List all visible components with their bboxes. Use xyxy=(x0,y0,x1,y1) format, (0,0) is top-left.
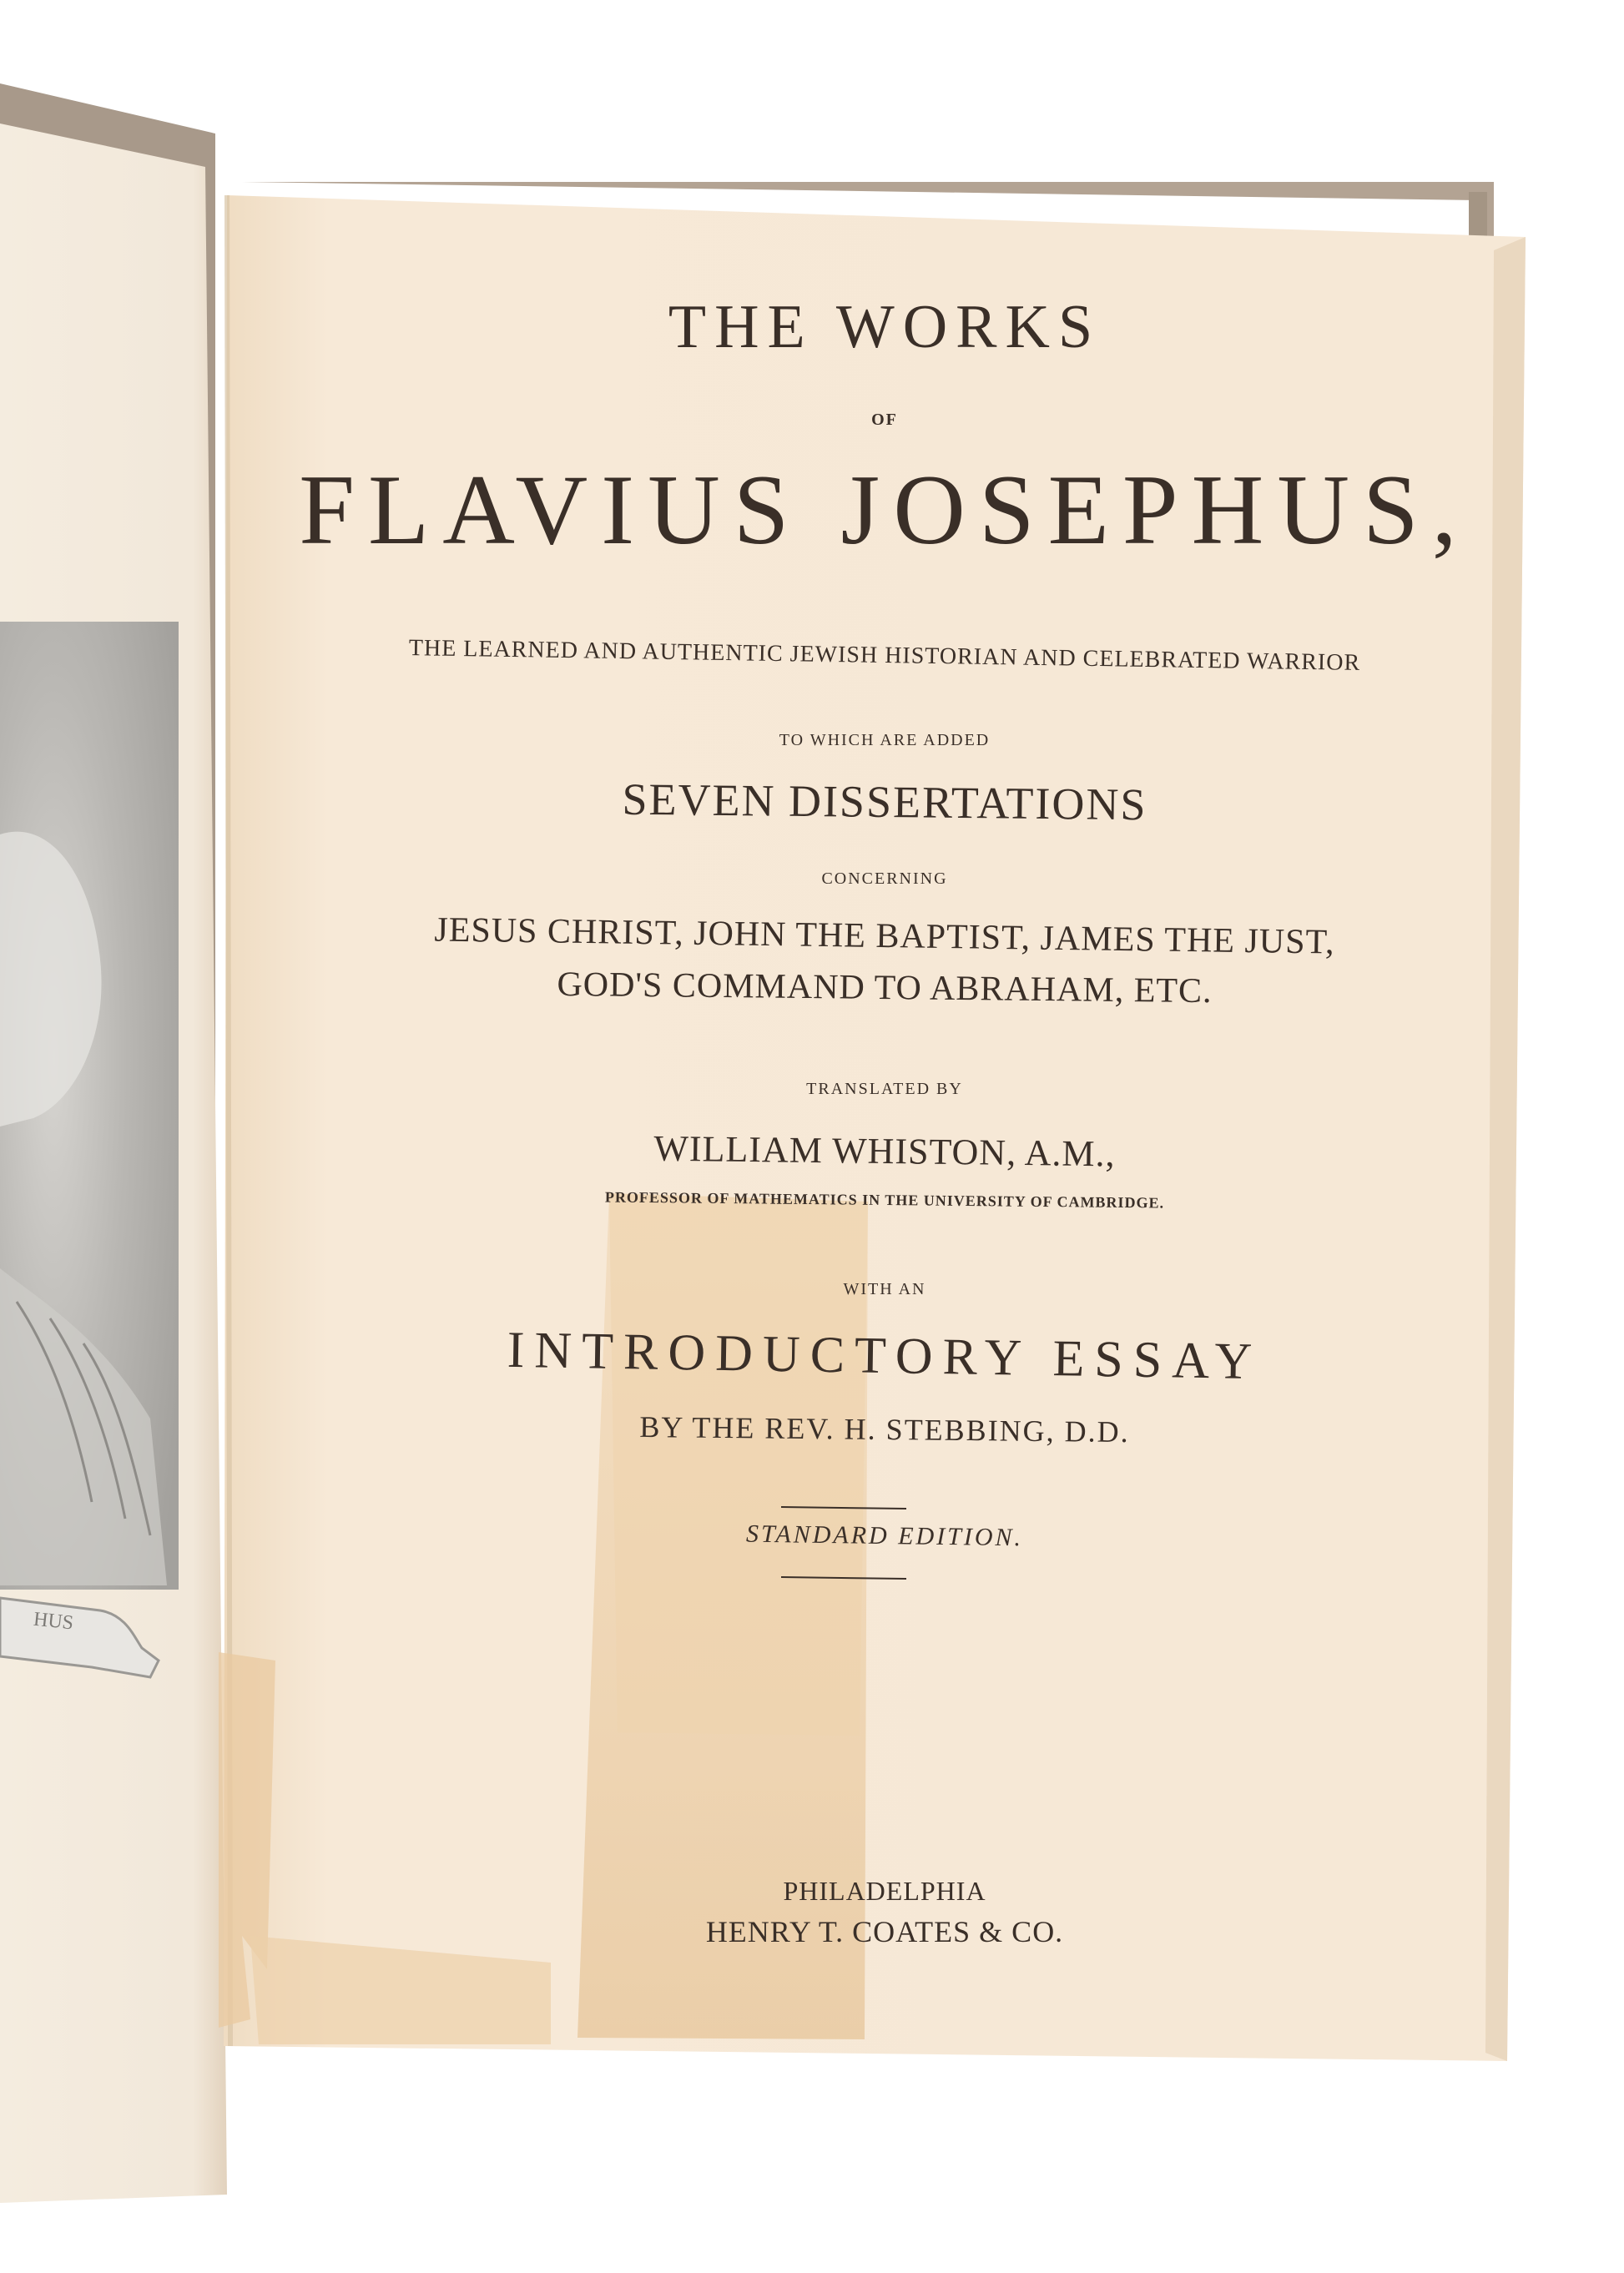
banner-text: HUS xyxy=(32,1608,75,1635)
author-name: FLAVIUS JOSEPHUS, xyxy=(299,454,1470,565)
translated-by-label: TRANSLATED BY xyxy=(806,1080,963,1098)
essay-heading: INTRODUCTORY ESSAY xyxy=(507,1321,1263,1391)
topics-line-1: JESUS CHRIST, JOHN THE BAPTIST, JAMES THE JUST, xyxy=(434,910,1335,962)
concerning-label: CONCERNING xyxy=(821,869,948,888)
divider-bottom xyxy=(781,1576,906,1580)
added-label: TO WHICH ARE ADDED xyxy=(779,731,991,749)
publisher-place: PHILADELPHIA xyxy=(783,1876,986,1906)
essay-author: BY THE REV. H. STEBBING, D.D. xyxy=(639,1409,1130,1449)
title-page-text xyxy=(234,192,1536,2028)
edition-label: STANDARD EDITION. xyxy=(745,1520,1024,1552)
topics-line-2: GOD'S COMMAND TO ABRAHAM, ETC. xyxy=(557,965,1213,1011)
author-subtitle: THE LEARNED AND AUTHENTIC JEWISH HISTORIAN AND CELEBRATED WARRIOR xyxy=(408,635,1361,676)
with-an-label: WITH AN xyxy=(843,1280,926,1298)
work-title: THE WORKS xyxy=(668,293,1102,361)
translator-title: PROFESSOR OF MATHEMATICS IN THE UNIVERSITY OF CAMBRIDGE. xyxy=(604,1188,1165,1212)
translator-name: WILLIAM WHISTON, A.M., xyxy=(653,1127,1116,1175)
publisher-name: HENRY T. COATES & CO. xyxy=(705,1915,1064,1948)
of-label: OF xyxy=(871,411,898,429)
dissertations-heading: SEVEN DISSERTATIONS xyxy=(622,774,1147,830)
divider-top xyxy=(781,1506,906,1509)
